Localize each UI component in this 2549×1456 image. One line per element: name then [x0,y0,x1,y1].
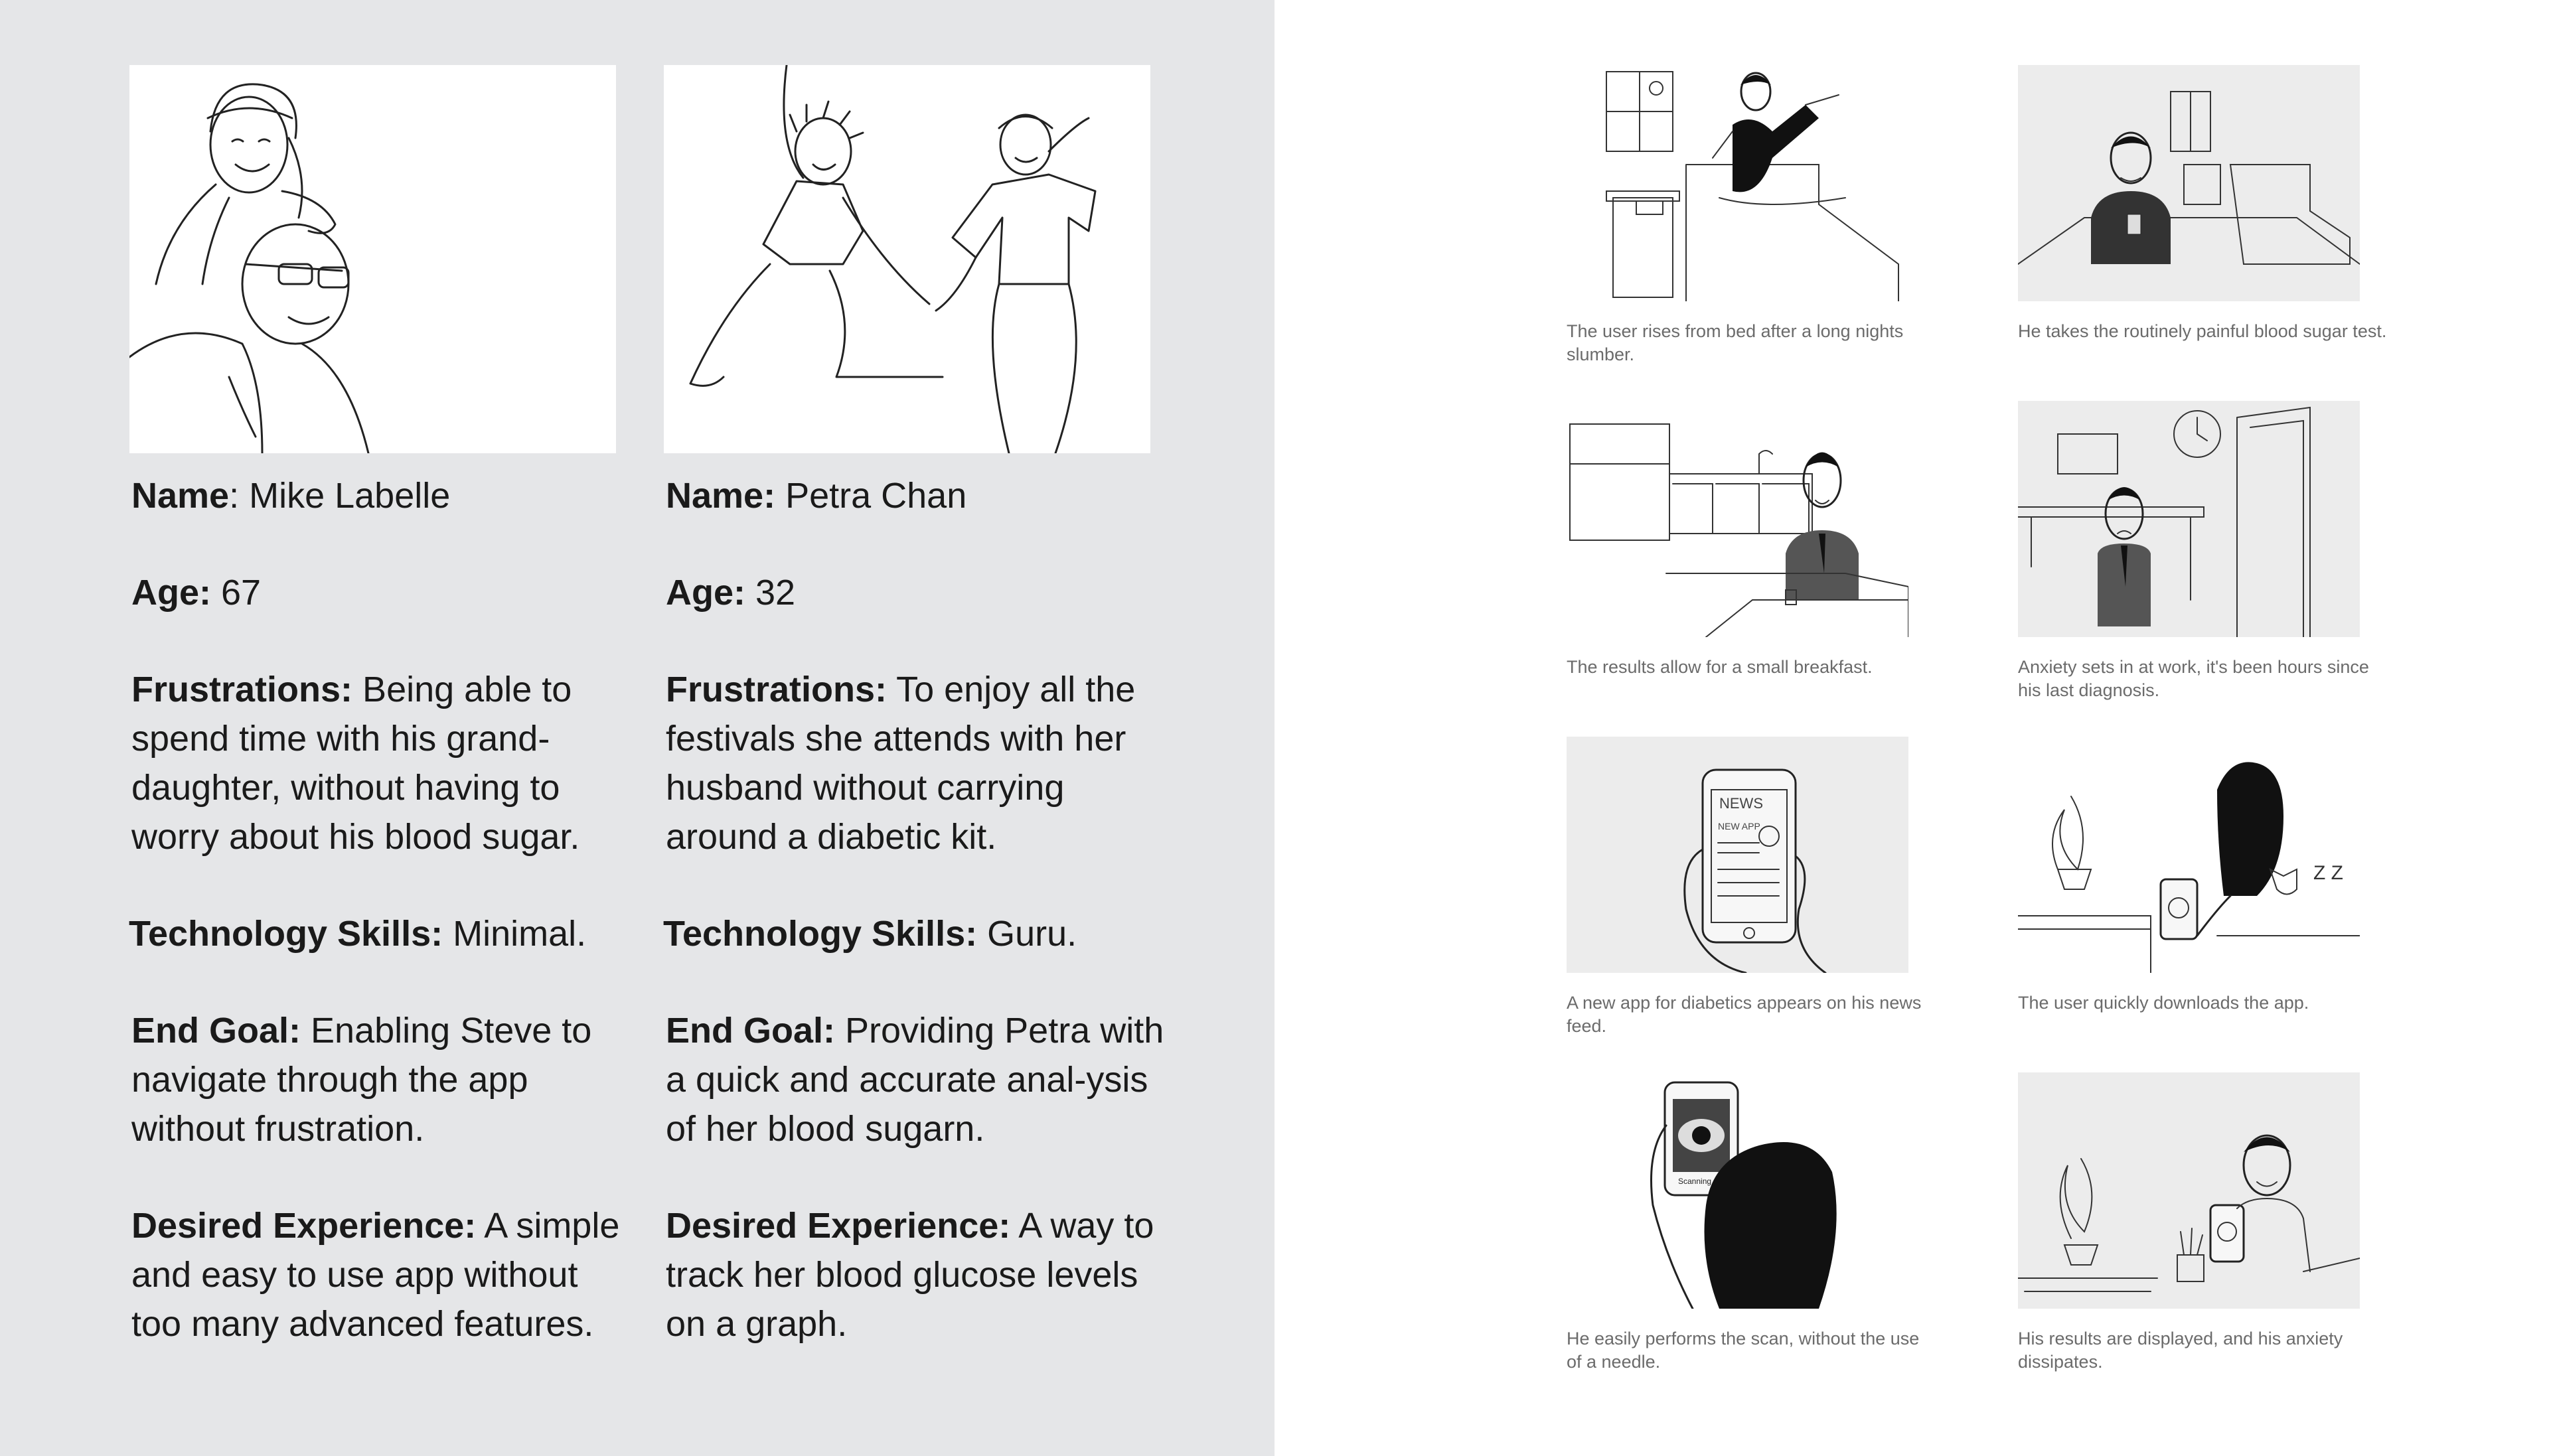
persona-tech: Guru. [987,914,1077,954]
goal-label: End Goal: [131,1011,301,1051]
persona-photo-petra [664,65,1150,453]
storyboard-frame-4 [2018,401,2360,637]
storyboard-frame-5 [1567,737,1908,973]
sleep-zzz-text: Z Z [2313,862,2343,884]
persona-name-row [666,471,1217,520]
storyboard-frame-1 [1567,65,1908,301]
persona-goal: Enabling Steve to navigate through the app without frustration. [131,1011,592,1149]
persona-frustrations-row [666,665,1144,861]
persona-goal-row [131,1006,596,1153]
news-feed-phone-illustration [1567,737,1908,973]
persona-experience: A way to track her blood glucose levels on a graph. [666,1206,1154,1344]
persona-name-row [131,471,682,520]
breakfast-illustration [1567,401,1908,637]
age-label: Age: [666,573,745,613]
persona-experience-row [666,1201,1184,1348]
scanning-text: Scanning [1678,1177,1712,1186]
storyboard-caption-8: His results are displayed, and his anxiety dissipates. [2018,1329,2343,1372]
persona-details-petra [663,471,1217,1396]
storyboard-frame-6 [2018,737,2360,973]
storyboard-caption-4: Anxiety sets in at work, it's been hours since his last diagnosis. [2018,657,2369,700]
storyboard-caption-1: The user rises from bed after a long nights slumber. [1567,321,1904,364]
persona-frustrations: To enjoy all the festivals she attends with her husband without carrying around a diabetic kit. [666,670,1136,857]
persona-tech-row [663,909,1217,958]
experience-label: Desired Experience: [666,1206,1011,1246]
persona-details-mike [131,471,682,1396]
storyboard-frame-8 [2018,1072,2360,1309]
storyboard-caption-6: The user quickly downloads the app. [2018,993,2309,1013]
persona-tech: Minimal. [453,914,587,954]
persona-goal-row [666,1006,1184,1153]
name-separator: : [229,476,250,516]
storyboard-frame-2 [2018,65,2360,301]
persona-experience: A simple and easy to use app without too many advanced features. [131,1206,620,1344]
persona-frustrations-row [131,665,596,861]
phone-new-app-text: NEW APP [1718,821,1760,832]
jumping-couple-illustration [664,65,1150,453]
frustrations-label: Frustrations: [131,670,353,709]
persona-name: Mike Labelle [249,476,451,516]
persona-age-row [131,568,682,617]
storyboard-caption-2: He takes the routinely painful blood sugar test. [2018,321,2387,341]
blood-test-illustration [2018,65,2360,301]
name-separator [775,476,785,516]
persona-experience-row [131,1201,636,1348]
persona-name: Petra Chan [785,476,967,516]
storyboard-frame-3 [1567,401,1908,637]
experience-label: Desired Experience: [131,1206,477,1246]
persona-goal: Providing Petra with a quick and accurate anal-ysis of her blood sugarn. [666,1011,1164,1149]
persona-age-row [666,568,1217,617]
waking-up-illustration [1567,65,1908,301]
persona-photo-mike [129,65,616,453]
goal-label: End Goal: [666,1011,835,1051]
tech-label: Technology Skills: [129,914,443,954]
personas-panel [0,0,1274,1456]
persona-tech-row [129,909,682,958]
tech-label: Technology Skills: [663,914,978,954]
storyboard-panel [1274,0,2549,1456]
download-app-illustration [2018,737,2360,973]
name-label: Name: [666,476,776,516]
storyboard-caption-3: The results allow for a small breakfast. [1567,657,1873,677]
storyboard-frame-7 [1567,1072,1908,1309]
name-label: Name [131,476,230,516]
work-anxiety-illustration [2018,401,2360,637]
scan-illustration [1567,1072,1908,1309]
phone-news-headline: NEWS [1719,795,1763,812]
persona-age: 67 [221,573,262,613]
persona-frustrations: Being able to spend time with his grand-daughter, without having to worry about his blood sugar. [131,670,580,857]
grandfather-granddaughter-illustration [129,65,616,453]
frustrations-label: Frustrations: [666,670,888,709]
results-illustration [2018,1072,2360,1309]
storyboard-caption-5: A new app for diabetics appears on his news feed. [1567,993,1922,1036]
persona-age: 32 [755,573,796,613]
age-label: Age: [131,573,211,613]
storyboard-caption-7: He easily performs the scan, without the use of a needle. [1567,1329,1920,1372]
